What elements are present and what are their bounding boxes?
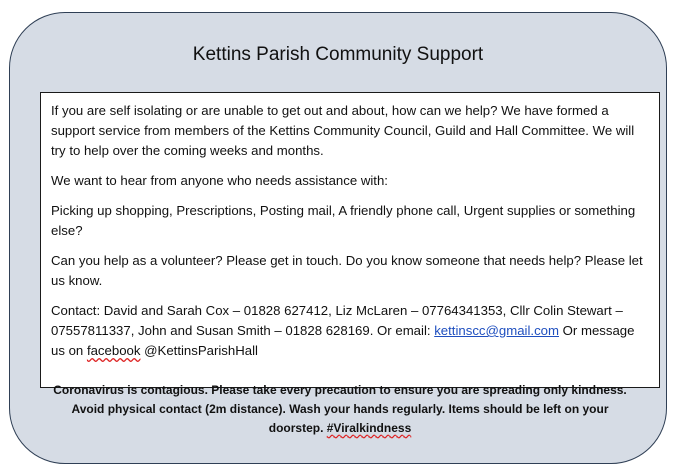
volunteer-paragraph: Can you help as a volunteer? Please get in touch. Do you know someone that needs help? Please let us know. bbox=[51, 253, 643, 288]
hashtag: #Viralkindness bbox=[326, 421, 412, 435]
footer-line-3-text: doorstep. bbox=[268, 421, 327, 435]
footer-line-3 bbox=[36, 419, 644, 438]
assistance-paragraph: We want to hear from anyone who needs assistance with: bbox=[51, 173, 388, 188]
contact-paragraph bbox=[51, 301, 649, 361]
footer-line-1: Coronavirus is contagious. Please take every precaution to ensure you are spreading only kindness. bbox=[53, 383, 627, 397]
contact-mid-text: Or message us on bbox=[51, 323, 635, 358]
footer-message bbox=[36, 381, 644, 438]
facebook-handle: @KettinsParishHall bbox=[140, 343, 258, 358]
footer-line-2: Avoid physical contact (2m distance). Wash your hands regularly. Items should be left on your bbox=[71, 402, 609, 416]
intro-paragraph: If you are self isolating or are unable to get out and about, how can we help? We have formed a support service from members of the Kettins Community Council, Guild and Hall Committee. We will try to help over the coming weeks and months. bbox=[51, 103, 635, 158]
poster-title: Kettins Parish Community Support bbox=[192, 44, 484, 65]
email-link[interactable]: kettinscc@gmail.com bbox=[434, 323, 559, 338]
tasks-paragraph: Picking up shopping, Prescriptions, Posting mail, A friendly phone call, Urgent supplies or something else? bbox=[51, 203, 636, 238]
content-box bbox=[40, 92, 660, 388]
contact-text: Contact: David and Sarah Cox – 01828 627412, Liz McLaren – 07764341353, Cllr Colin Stewart – 07557811337, John and Susan Smith – 01828 628169. Or email: bbox=[51, 303, 623, 338]
facebook-text: facebook bbox=[86, 343, 141, 358]
